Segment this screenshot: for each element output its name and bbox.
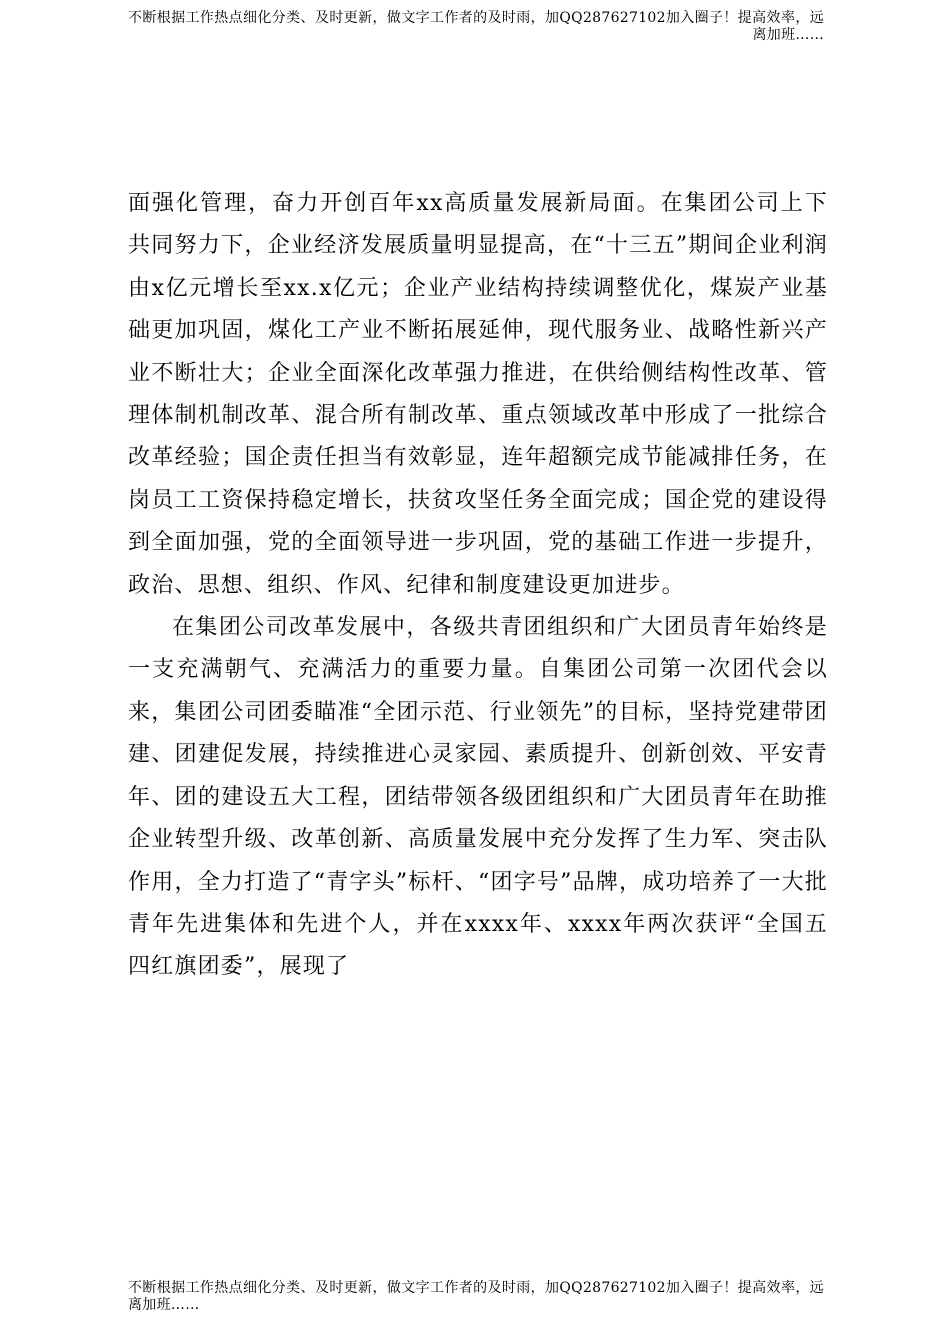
paragraph-1: 面强化管理，奋力开创百年xx高质量发展新局面。在集团公司上下共同努力下，企业经济发展质量明显提高，在“十三五”期间企业利润由x亿元增长至xx.x亿元；企业产业结构持续调整优化，煤炭产业基础更加巩固，煤化工产业不断拓展延伸，现代服务业、战略性新兴产业不断壮大；企业全面深化改革强力推进，在供给侧结构性改革、管理体制机制改革、混合所有制改革、重点领域改革中形成了一批综合改革经验；国企责任担当有效彰显，连年超额完成节能减排任务，在岗员工工资保持稳定增长，扶贫攻坚任务全面完成；国企党的建设得到全面加强，党的全面领导进一步巩固，党的基础工作进一步提升，政治、思想、组织、作风、纪律和制度建设更加进步。	[128, 191, 828, 598]
page-footer: 不断根据工作热点细化分类、及时更新，做文字工作者的及时雨，加QQ287627102加入圈子！提高效率，远离加班……	[128, 1280, 824, 1313]
document-body	[128, 183, 828, 989]
paragraph-2: 在集团公司改革发展中，各级共青团组织和广大团员青年始终是一支充满朝气、充满活力的重要力量。自集团公司第一次团代会以来，集团公司团委瞄准“全团示范、行业领先”的目标，坚持党建带团建、团建促发展，持续推进心灵家园、素质提升、创新创效、平安青年、团的建设五大工程，团结带领各级团组织和广大团员青年在助推企业转型升级、改革创新、高质量发展中充分发挥了生力军、突击队作用，全力打造了“青字头”标杆、“团字号”品牌，成功培养了一大批青年先进集体和先进个人，并在xxxx年、xxxx年两次获评“全国五四红旗团委”，展现了	[128, 615, 828, 980]
page-header: 不断根据工作热点细化分类、及时更新，做文字工作者的及时雨，加QQ287627102加入圈子！提高效率，远离加班……	[128, 10, 824, 43]
